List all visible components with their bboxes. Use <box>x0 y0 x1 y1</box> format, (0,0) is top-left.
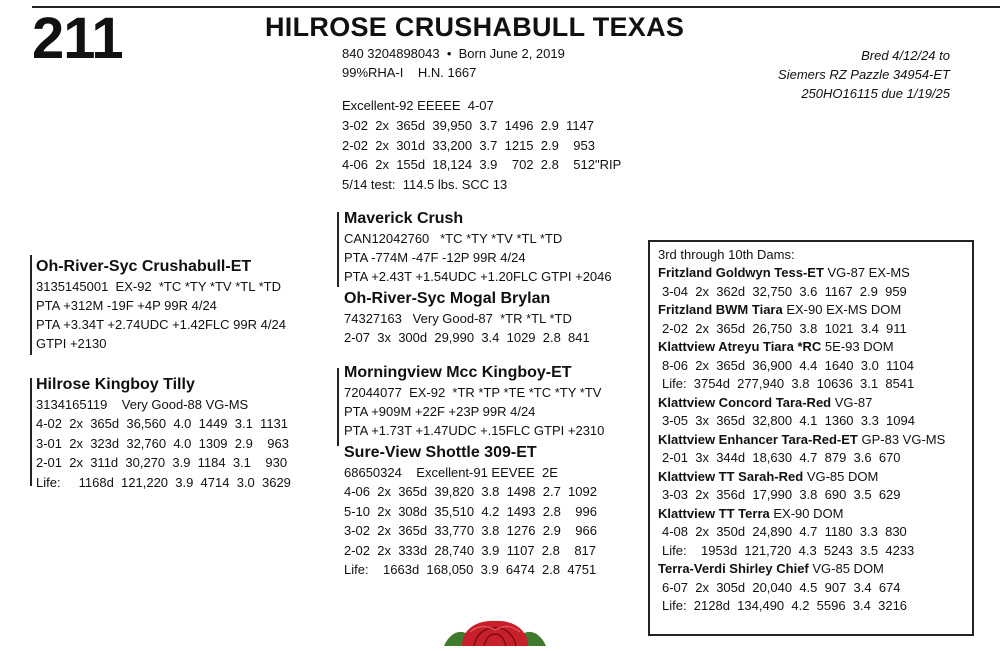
sire-name: Oh-River-Syc Crushabull-ET <box>36 258 252 275</box>
sire-sire-line: PTA +2.43T +1.54UDC +1.20FLC GTPI +2046 <box>344 269 612 284</box>
dam-dam-record: 3-02 2x 365d 33,770 3.8 1276 2.9 966 <box>344 523 597 538</box>
dam-entry-name: Klattview Atreyu Tiara *RC 5E-93 DOM <box>658 339 894 354</box>
sire-line: 3135145001 EX-92 *TC *TY *TV *TL *TD <box>36 279 281 294</box>
dam-sire-line: PTA +909M +22F +23P 99R 4/24 <box>344 404 536 419</box>
sire-line: PTA +3.34T +2.74UDC +1.42FLC 99R 4/24 <box>36 317 286 332</box>
dam-sire-name: Morningview Mcc Kingboy-ET <box>344 364 572 381</box>
subject-id-line: 840 3204898043 • Born June 2, 2019 <box>342 46 565 61</box>
record-line: 2-02 2x 301d 33,200 3.7 1215 2.9 953 <box>342 137 595 153</box>
dam-entry-name: Terra-Verdi Shirley Chief VG-85 DOM <box>658 561 884 576</box>
record-line: 3-02 2x 365d 39,950 3.7 1496 2.9 1147 <box>342 118 595 133</box>
sire-dam-line: 74327163 Very Good-87 *TR *TL *TD <box>344 311 572 326</box>
dam-entry-record: 6-07 2x 305d 20,040 4.5 907 3.4 674 <box>662 579 901 595</box>
bred-line: Bred 4/12/24 to <box>861 48 950 63</box>
sire-dam-block <box>344 289 590 347</box>
subject-records <box>342 116 621 194</box>
dam-sire-line: PTA +1.73T +1.47UDC +.15FLC GTPI +2310 <box>344 423 605 438</box>
bred-info <box>778 46 950 103</box>
dam-dam-record: 2-02 2x 333d 28,740 3.9 1107 2.8 817 <box>344 542 597 558</box>
sire-dam-line: 2-07 3x 300d 29,990 3.4 1029 2.8 841 <box>344 330 590 345</box>
dam-entry-name: Klattview TT Sarah-Red VG-85 DOM <box>658 468 879 484</box>
dam-entry-life: Life: 1953d 121,720 4.3 5243 3.5 4233 <box>662 542 915 558</box>
dam-entry-name: Fritzland BWM Tiara EX-90 EX-MS DOM <box>658 302 902 317</box>
dam-entry-record: 3-04 2x 362d 32,750 3.6 1167 2.9 959 <box>662 283 907 299</box>
sire-dam-name: Oh-River-Syc Mogal Brylan <box>344 290 551 307</box>
dam-dam-life: Life: 1663d 168,050 3.9 6474 2.8 4751 <box>344 562 597 577</box>
dam-sire-line: 72044077 EX-92 *TR *TP *TE *TC *TY *TV <box>344 385 602 400</box>
top-rule <box>32 6 1000 8</box>
dams-box-header: 3rd through 10th Dams: <box>658 247 795 262</box>
rose-logo-icon <box>440 618 550 651</box>
lot-number: 211 <box>32 6 123 71</box>
sire-sire-line: PTA -774M -47F -12P 99R 4/24 <box>344 250 526 265</box>
dam-dam-record: 4-06 2x 365d 39,820 3.8 1498 2.7 1092 <box>344 484 597 499</box>
dam-entry-name: Klattview Enhancer Tara-Red-ET GP-83 VG-MS <box>658 431 946 447</box>
dam-block <box>36 375 291 492</box>
bred-sire-line: Siemers RZ Pazzle 34954-ET <box>778 67 950 82</box>
dam-record: 4-02 2x 365d 36,560 4.0 1449 3.1 1131 <box>36 416 289 431</box>
dam-dam-line: 68650324 Excellent-91 EEVEE 2E <box>344 465 558 480</box>
dam-dam-name: Sure-View Shottle 309-ET <box>344 444 537 461</box>
record-line: 4-06 2x 155d 18,124 3.9 702 2.8 512"RIP <box>342 157 622 172</box>
sire-line: PTA +312M -19F +4P 99R 4/24 <box>36 298 217 313</box>
subject-breed-line: 99%RHA-I H.N. 1667 <box>342 65 477 80</box>
animal-title: HILROSE CRUSHABULL TEXAS <box>265 12 685 42</box>
sire-block <box>36 257 286 353</box>
dam-entry-name: Klattview Concord Tara-Red VG-87 <box>658 394 873 410</box>
extended-dams-box <box>648 240 974 636</box>
dam-entry-record: 2-01 3x 344d 18,630 4.7 879 3.6 670 <box>662 450 901 465</box>
dam-record: 3-01 2x 323d 32,760 4.0 1309 2.9 963 <box>36 435 289 451</box>
bred-due-line: 250HO16115 due 1/19/25 <box>801 86 950 101</box>
dam-dam-record: 5-10 2x 308d 35,510 4.2 1493 2.8 996 <box>344 503 597 519</box>
dam-entry-record: 4-08 2x 350d 24,890 4.7 1180 3.3 830 <box>662 524 907 539</box>
sire-line: GTPI +2130 <box>36 336 107 351</box>
dam-entry-record: 8-06 2x 365d 36,900 4.4 1640 3.0 1104 <box>662 357 915 373</box>
dam-entry-record: 3-05 3x 365d 32,800 4.1 1360 3.3 1094 <box>662 413 915 428</box>
subject-classification: Excellent-92 EEEEE 4-07 <box>342 98 494 113</box>
test-line: 5/14 test: 114.5 lbs. SCC 13 <box>342 176 508 192</box>
dam-entry-name: Fritzland Goldwyn Tess-ET VG-87 EX-MS <box>658 265 910 280</box>
dam-entry-life: Life: 3754d 277,940 3.8 10636 3.1 8541 <box>662 376 915 391</box>
dam-entry-name: Klattview TT Terra EX-90 DOM <box>658 505 844 521</box>
dam-entry-life: Life: 2128d 134,490 4.2 5596 3.4 3216 <box>662 598 908 613</box>
sire-sire-line: CAN12042760 *TC *TY *TV *TL *TD <box>344 231 563 246</box>
dam-name: Hilrose Kingboy Tilly <box>36 376 195 393</box>
dam-life: Life: 1168d 121,220 3.9 4714 3.0 3629 <box>36 474 291 490</box>
dam-entry-record: 2-02 2x 365d 26,750 3.8 1021 3.4 911 <box>662 320 907 336</box>
dam-entry-record: 3-03 2x 356d 17,990 3.8 690 3.5 629 <box>662 487 901 502</box>
dam-sire-block <box>344 363 604 440</box>
sire-sire-name: Maverick Crush <box>344 210 464 227</box>
sire-sire-block <box>344 209 612 286</box>
dam-line: 3134165119 Very Good-88 VG-MS <box>36 397 249 412</box>
dam-dam-block <box>344 443 597 580</box>
dam-record: 2-01 2x 311d 30,270 3.9 1184 3.1 930 <box>36 455 288 470</box>
